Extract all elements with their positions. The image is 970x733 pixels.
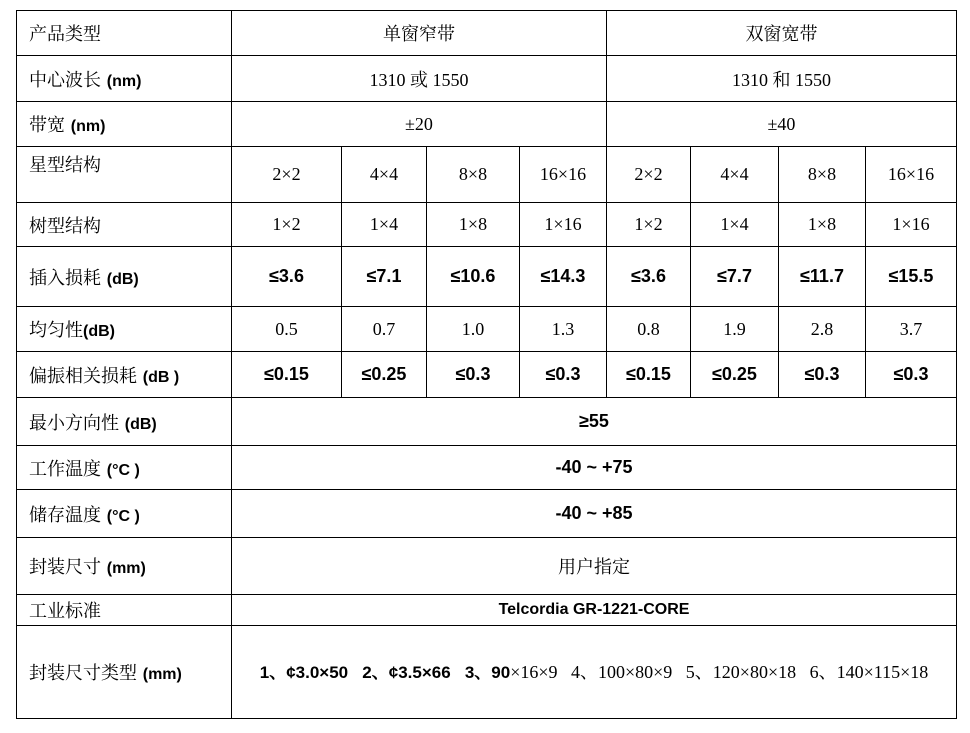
- row-center-wavelength: [17, 56, 957, 102]
- cell: ≤3.6: [607, 247, 691, 307]
- cell: 1×2: [607, 203, 691, 247]
- package-types-regular: ×16×9 4、100×80×9 5、120×80×18 6、140×115×18: [510, 661, 929, 682]
- row-tree-structure: [17, 203, 957, 247]
- row-storage-temp: [17, 490, 957, 538]
- label-industry-standard: 工业标准: [17, 595, 232, 626]
- cell: 1×16: [866, 203, 957, 247]
- label-bandwidth: 带宽 (nm): [17, 102, 232, 147]
- value-wavelength-dual: 1310 和 1550: [607, 56, 957, 102]
- row-bandwidth: [17, 102, 957, 147]
- label-tree-structure: 树型结构: [17, 203, 232, 247]
- label-pdl: 偏振相关损耗 (dB ): [17, 352, 232, 398]
- cell: 2×2: [232, 147, 342, 203]
- cell: 0.7: [342, 307, 427, 352]
- label-package-types: 封装尺寸类型 (mm): [17, 626, 232, 719]
- cell: 1.3: [520, 307, 607, 352]
- value-bandwidth-single: ±20: [232, 102, 607, 147]
- value-wavelength-single: 1310 或 1550: [232, 56, 607, 102]
- cell: 1.0: [427, 307, 520, 352]
- label-min-directivity: 最小方向性 (dB): [17, 398, 232, 446]
- cell: ≤0.3: [866, 352, 957, 398]
- value-operating-temp: -40 ~ +75: [232, 446, 957, 490]
- cell: 1×2: [232, 203, 342, 247]
- cell: ≤14.3: [520, 247, 607, 307]
- row-product-type: [17, 11, 957, 56]
- cell: 1×8: [427, 203, 520, 247]
- row-operating-temp: [17, 446, 957, 490]
- cell: 16×16: [520, 147, 607, 203]
- row-uniformity: [17, 307, 957, 352]
- row-min-directivity: [17, 398, 957, 446]
- cell: ≤11.7: [779, 247, 866, 307]
- cell: 0.8: [607, 307, 691, 352]
- cell: 4×4: [691, 147, 779, 203]
- header-single-window: 单窗窄带: [232, 11, 607, 56]
- label-operating-temp: 工作温度 (°C ): [17, 446, 232, 490]
- cell: 8×8: [779, 147, 866, 203]
- cell: 4×4: [342, 147, 427, 203]
- row-industry-standard: [17, 595, 957, 626]
- label-storage-temp: 储存温度 (°C ): [17, 490, 232, 538]
- value-storage-temp: -40 ~ +85: [232, 490, 957, 538]
- spec-table: [16, 10, 957, 719]
- label-uniformity: 均匀性(dB): [17, 307, 232, 352]
- label-star-structure: 星型结构: [17, 147, 232, 203]
- value-package-size: 用户指定: [232, 538, 957, 595]
- row-pdl: [17, 352, 957, 398]
- cell: ≤0.25: [342, 352, 427, 398]
- label-product-type: 产品类型: [17, 11, 232, 56]
- cell: ≤0.3: [779, 352, 866, 398]
- row-star-structure: [17, 147, 957, 203]
- cell: ≤15.5: [866, 247, 957, 307]
- value-industry-standard: Telcordia GR-1221-CORE: [232, 595, 957, 626]
- cell: ≤0.3: [520, 352, 607, 398]
- cell: ≤0.15: [607, 352, 691, 398]
- cell: ≤10.6: [427, 247, 520, 307]
- cell: ≤7.1: [342, 247, 427, 307]
- cell: 1.9: [691, 307, 779, 352]
- cell: 1×8: [779, 203, 866, 247]
- cell: 3.7: [866, 307, 957, 352]
- value-min-directivity: ≥55: [232, 398, 957, 446]
- cell: ≤0.25: [691, 352, 779, 398]
- row-insertion-loss: [17, 247, 957, 307]
- cell: ≤0.15: [232, 352, 342, 398]
- cell: 16×16: [866, 147, 957, 203]
- cell: ≤7.7: [691, 247, 779, 307]
- value-package-types: [232, 626, 957, 719]
- header-dual-window: 双窗宽带: [607, 11, 957, 56]
- cell: 0.5: [232, 307, 342, 352]
- label-insertion-loss: 插入损耗 (dB): [17, 247, 232, 307]
- row-package-types: [17, 626, 957, 719]
- label-center-wavelength: 中心波长 (nm): [17, 56, 232, 102]
- value-bandwidth-dual: ±40: [607, 102, 957, 147]
- package-types-bold: 1、¢3.0×50 2、¢3.5×66 3、90: [259, 662, 511, 682]
- cell: ≤3.6: [232, 247, 342, 307]
- cell: 2.8: [779, 307, 866, 352]
- cell: 1×4: [342, 203, 427, 247]
- cell: 2×2: [607, 147, 691, 203]
- row-package-size: [17, 538, 957, 595]
- cell: 1×4: [691, 203, 779, 247]
- cell: 8×8: [427, 147, 520, 203]
- cell: ≤0.3: [427, 352, 520, 398]
- label-package-size: 封装尺寸 (mm): [17, 538, 232, 595]
- cell: 1×16: [520, 203, 607, 247]
